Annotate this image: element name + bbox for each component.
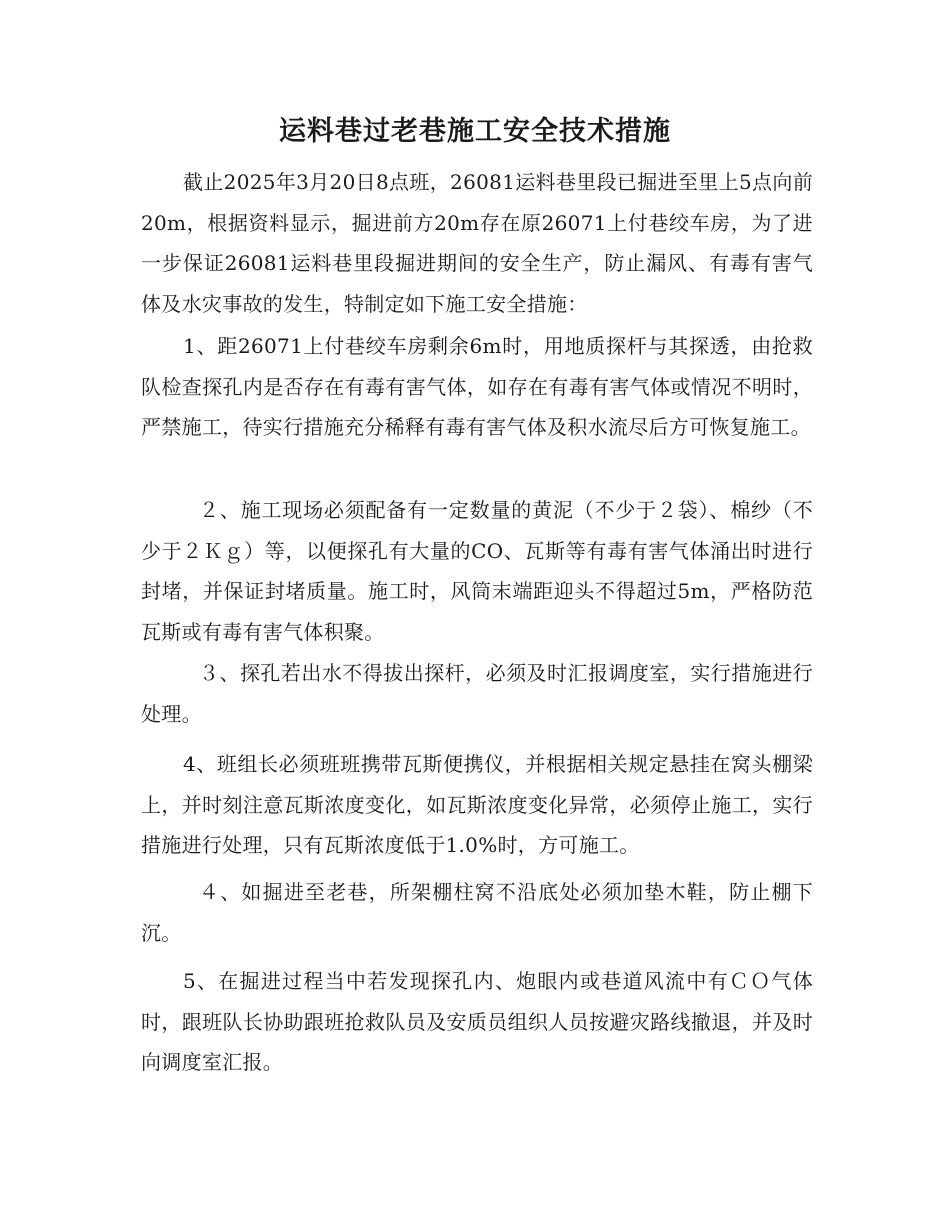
measure-paragraph-3: ３、探孔若出水不得拔出探杆，必须及时汇报调度室，实行措施进行处理。 bbox=[141, 661, 813, 726]
measure-paragraph-1: 1、距26071上付巷绞车房剩余6m时，用地质探杆与其探透，由抢救队检查探孔内是否存在有毒有害气体，如存在有毒有害气体或情况不明时，严禁施工，待实行措施充分稀释有毒有害气体及积水流尽后方可恢复施工。 bbox=[141, 334, 813, 439]
measure-paragraph-2: ２、施工现场必须配备有一定数量的黄泥（不少于２袋）、棉纱（不少于２Ｋｇ）等，以便探孔有大量的CO、瓦斯等有毒有害气体涌出时进行封堵，并保证封堵质量。施工时，风筒末端距迎头不得超过5m，严格防范瓦斯或有毒有害气体积聚。 bbox=[141, 498, 813, 644]
document-title: 运料巷过老巷施工安全技术措施 bbox=[279, 116, 671, 147]
measure-paragraph-6: 5、在掘进过程当中若发现探孔内、炮眼内或巷道风流中有ＣＯ气体时，跟班队长协助跟班抢救队员及安质员组织人员按避灾路线撤退，并及时向调度室汇报。 bbox=[141, 969, 813, 1074]
measure-paragraph-5: ４、如掘进至老巷，所架棚柱窝不沿底处必须加垫木鞋，防止棚下沉。 bbox=[141, 880, 813, 945]
measure-paragraph-4: 4、班组长必须班班携带瓦斯便携仪，并根据相关规定悬挂在窝头棚梁上，并时刻注意瓦斯浓度变化，如瓦斯浓度变化异常，必须停止施工，实行措施进行处理，只有瓦斯浓度低于1.0%时，方可施工。 bbox=[141, 752, 813, 857]
intro-paragraph: 截止2025年3月20日8点班，26081运料巷里段已掘进至里上5点向前20m，根据资料显示，掘进前方20m存在原26071上付巷绞车房，为了进一步保证26081运料巷里段掘进期间的安全生产，防止漏风、有毒有害气体及水灾事故的发生，特制定如下施工安全措施： bbox=[141, 170, 813, 316]
